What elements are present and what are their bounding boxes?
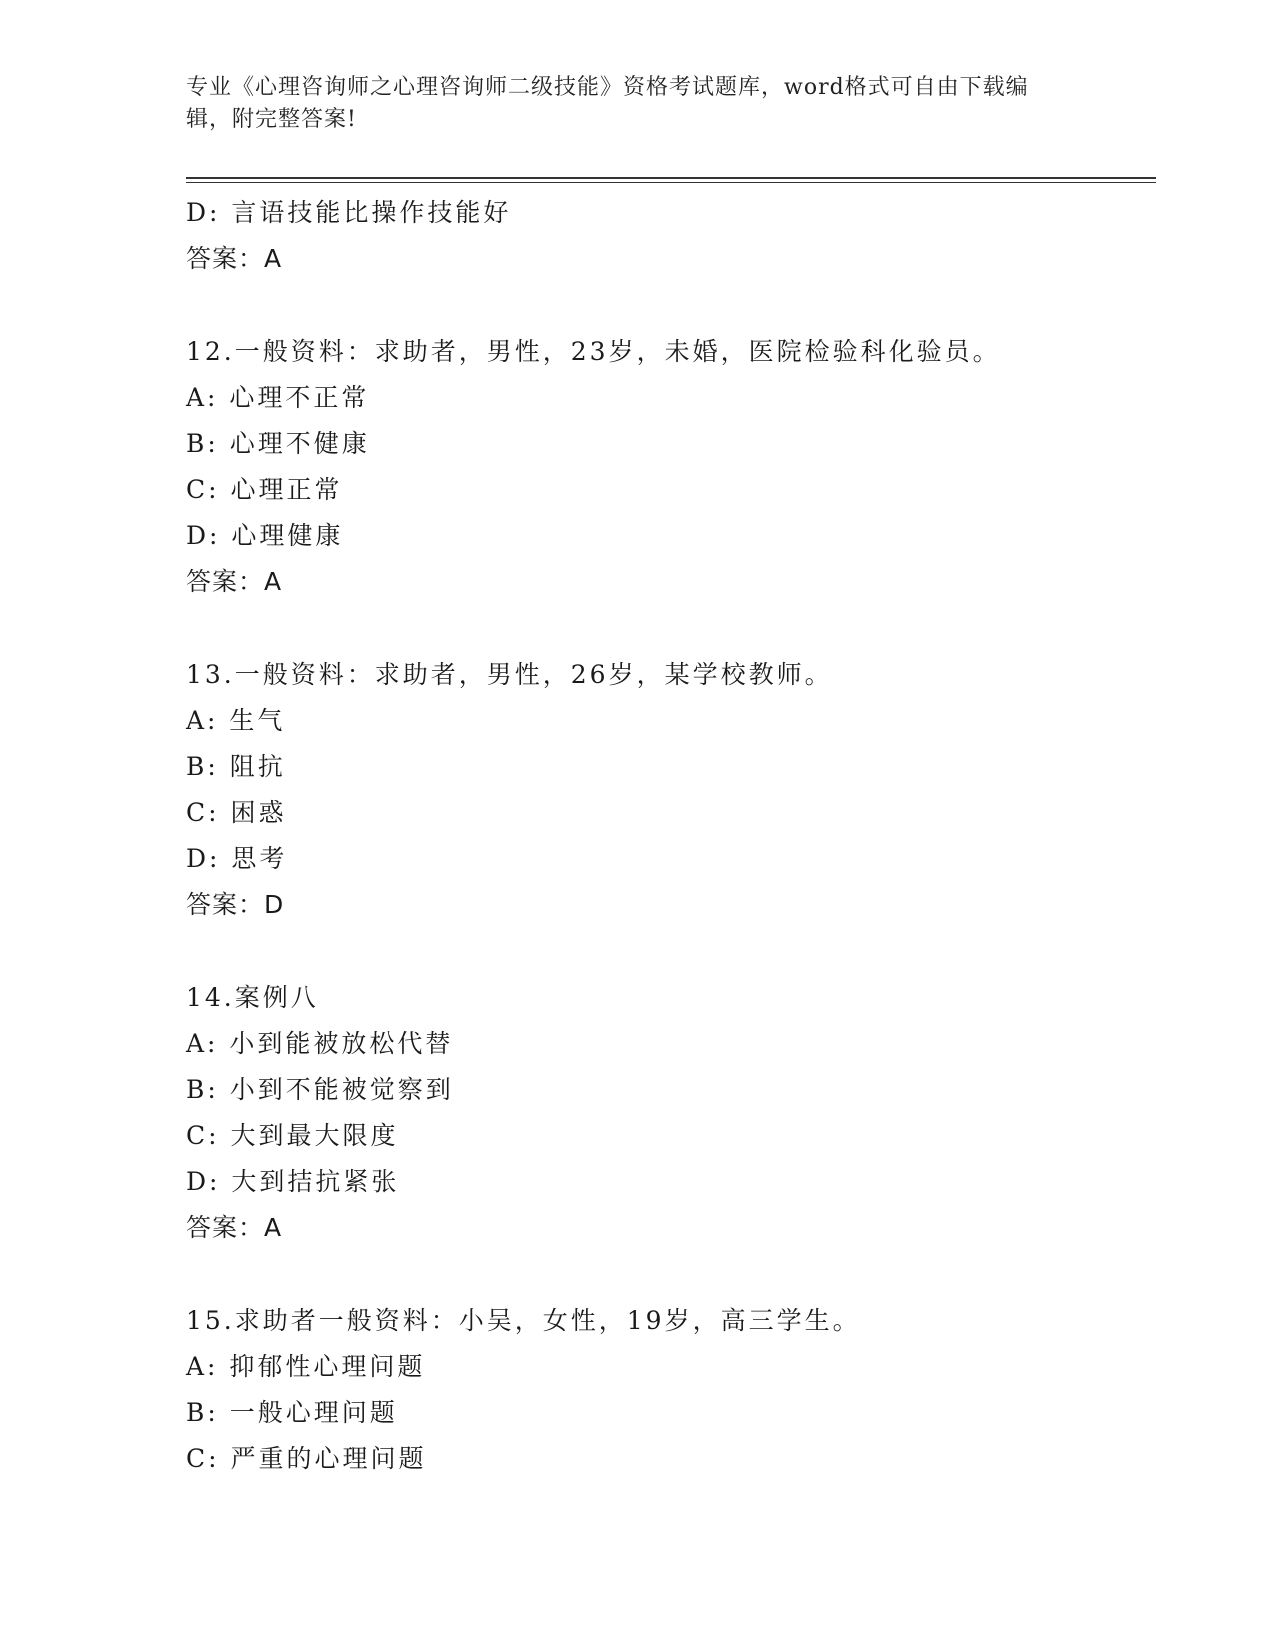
answer-line: 答案：D xyxy=(186,890,285,919)
question-12 xyxy=(186,329,1146,605)
question-13 xyxy=(186,652,1146,928)
header-divider-thin xyxy=(186,182,1156,183)
question-11-tail xyxy=(186,190,1146,282)
option-c: C: 心理正常 xyxy=(186,475,343,504)
header-divider xyxy=(186,177,1156,179)
option-d: D: 思考 xyxy=(186,844,288,873)
option-d: D: 言语技能比操作技能好 xyxy=(186,198,512,227)
option-b: B: 一般心理问题 xyxy=(186,1398,398,1427)
option-b: B: 阻抗 xyxy=(186,752,286,781)
option-a: A: 心理不正常 xyxy=(186,383,370,412)
option-d: D: 大到拮抗紧张 xyxy=(186,1167,400,1196)
question-stem: 15.求助者一般资料：小吴，女性，19岁，高三学生。 xyxy=(186,1306,861,1335)
answer-line: 答案：A xyxy=(186,244,283,273)
header-text: 专业《心理咨询师之心理咨询师二级技能》资格考试题库，word格式可自由下载编辑，附完整答案! xyxy=(186,75,1029,132)
document-header xyxy=(186,72,1066,136)
question-14 xyxy=(186,975,1146,1251)
option-b: B: 心理不健康 xyxy=(186,429,370,458)
option-c: C: 大到最大限度 xyxy=(186,1121,399,1150)
option-c: C: 困惑 xyxy=(186,798,287,827)
question-stem: 14.案例八 xyxy=(186,983,319,1012)
option-d: D: 心理健康 xyxy=(186,521,344,550)
question-list xyxy=(186,190,1146,1482)
question-stem: 13.一般资料：求助者，男性，26岁，某学校教师。 xyxy=(186,660,833,689)
answer-line: 答案：A xyxy=(186,1213,283,1242)
option-c: C: 严重的心理问题 xyxy=(186,1444,427,1473)
question-stem: 12.一般资料：求助者，男性，23岁，未婚，医院检验科化验员。 xyxy=(186,337,1001,366)
option-a: A: 抑郁性心理问题 xyxy=(186,1352,426,1381)
question-15 xyxy=(186,1298,1146,1482)
option-a: A: 小到能被放松代替 xyxy=(186,1029,454,1058)
option-a: A: 生气 xyxy=(186,706,286,735)
answer-line: 答案：A xyxy=(186,567,283,596)
option-b: B: 小到不能被觉察到 xyxy=(186,1075,454,1104)
